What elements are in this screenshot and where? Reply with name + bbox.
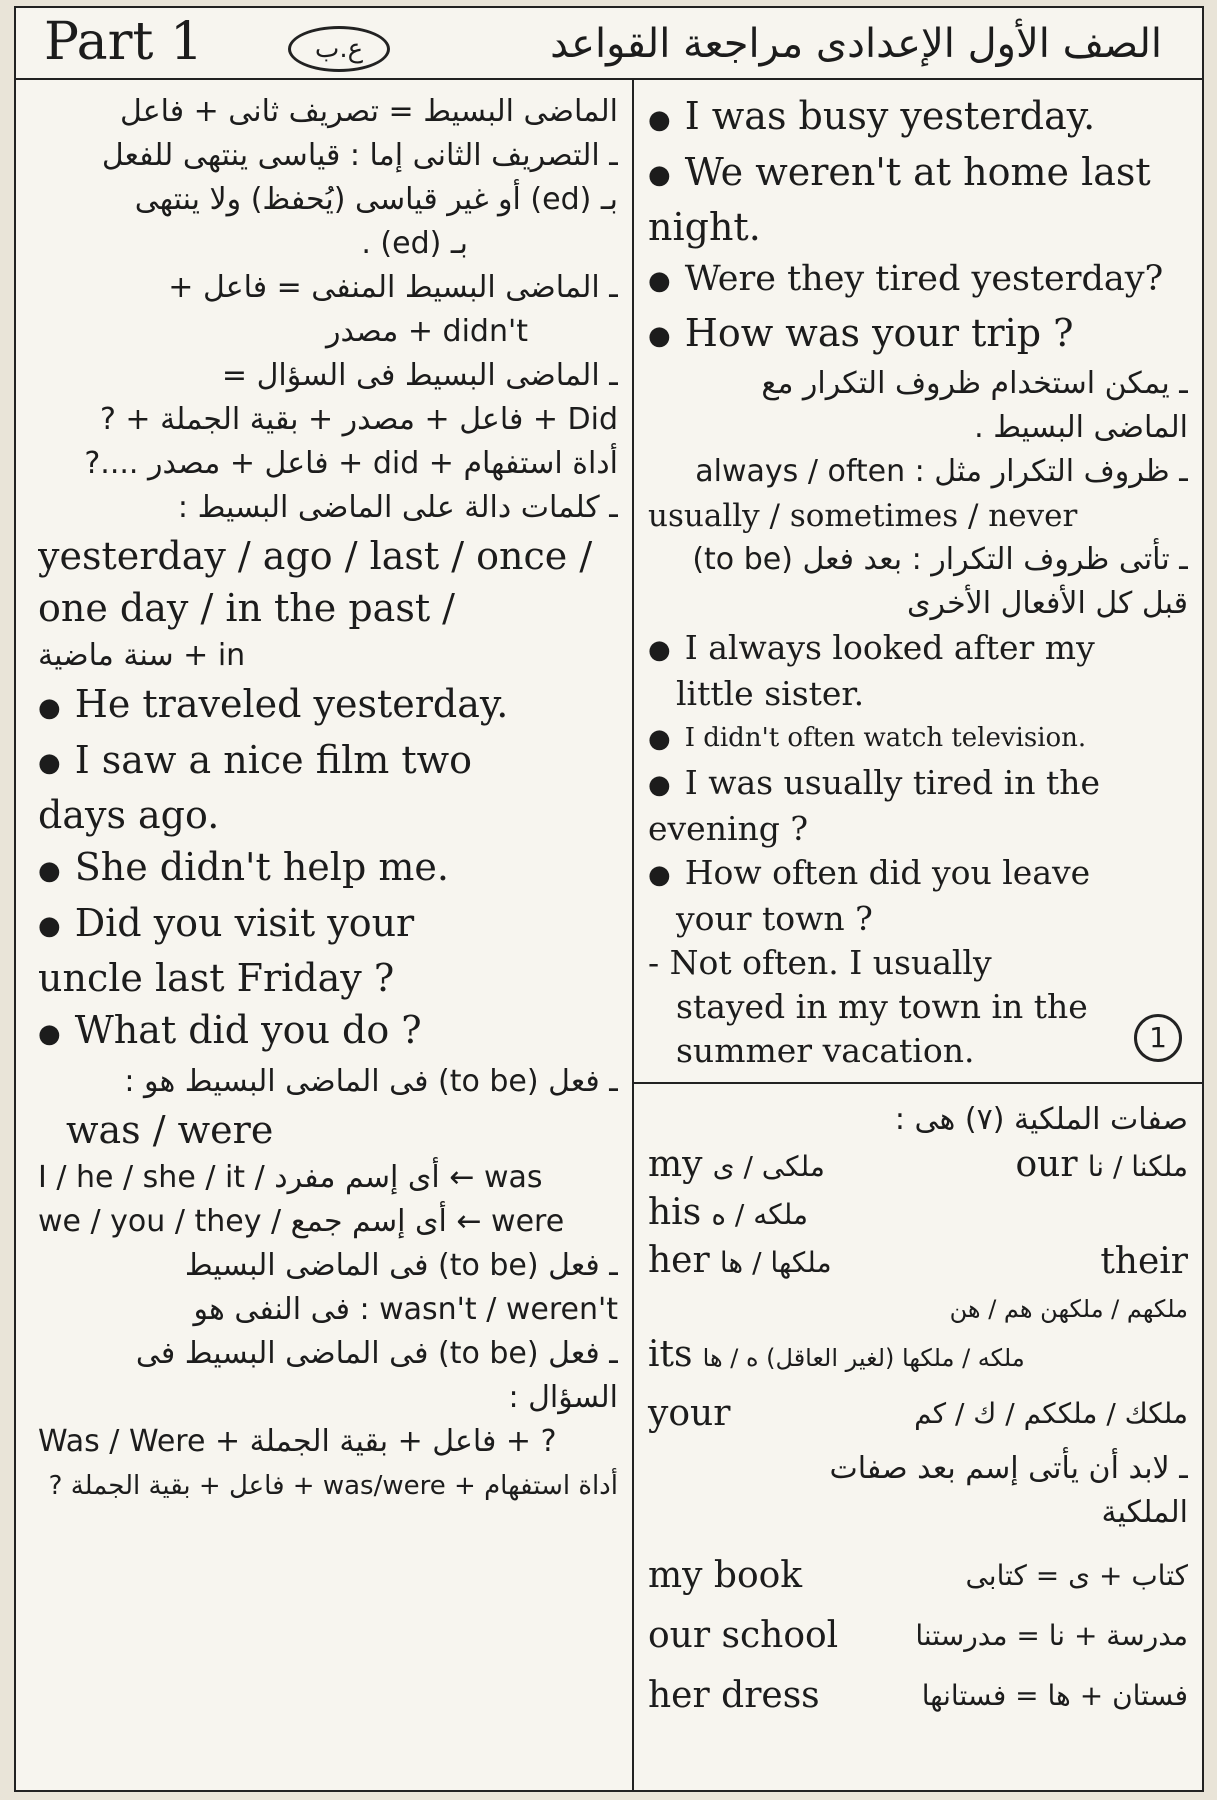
example-sentence: ● I was usually tired in the — [648, 763, 1100, 802]
possessive-pair: its ملكه / ملكها (لغير العاقل) ه / ها — [648, 1334, 1025, 1375]
example-sentence: ● I didn't often watch television. — [648, 723, 1087, 754]
keyword-line: one day / in the past / — [38, 586, 455, 630]
example-sentence-cont: evening ? — [648, 809, 809, 848]
page-title: الصف الأول الإعدادى مراجعة القواعد — [550, 21, 1162, 67]
bullet-icon: ● — [648, 724, 671, 754]
rule-line: Was / Were + فاعل + بقية الجملة + ? — [38, 1423, 557, 1459]
example-sentence-cont: little sister. — [676, 674, 865, 713]
possessive-row — [648, 1142, 1188, 1190]
answer-line: stayed in my town in the — [676, 987, 1088, 1026]
answer-line: - Not often. I usually — [648, 943, 992, 982]
possessive-pair: our ملكنا / نا — [1015, 1144, 1188, 1185]
possessive-pair: their — [1100, 1241, 1188, 1282]
example-row: my book كتاب + ى = كتابى — [648, 1555, 1188, 1596]
page-number: 1 — [1134, 1014, 1182, 1062]
rule-line: ـ يمكن استخدام ظروف التكرار مع — [761, 366, 1188, 401]
bullet-icon: ● — [648, 635, 671, 665]
rule-line: ـ ظروف التكرار مثل : always / often — [695, 454, 1188, 489]
example-sentence-cont: night. — [648, 205, 761, 249]
example-sentence-cont: days ago. — [38, 793, 220, 837]
example-sentence: ● Did you visit your — [38, 900, 415, 945]
possessive-row — [648, 1332, 1188, 1381]
rule-line: بـ (ed) . — [361, 226, 468, 261]
bullet-icon: ● — [38, 692, 61, 723]
answer-line: summer vacation. — [676, 1031, 975, 1070]
bullet-icon: ● — [38, 748, 61, 778]
rule-line: الماضى البسيط = تصريف ثانى + فاعل — [119, 94, 618, 129]
rule-line: ـ كلمات دالة على الماضى البسيط : — [177, 490, 618, 525]
example-sentence: ● How often did you leave — [648, 853, 1091, 892]
possessive-pair: her ملكها / ها — [648, 1240, 832, 1281]
section-heading: صفات الملكية (٧) هى : — [894, 1102, 1188, 1137]
rule-line: الملكية — [1101, 1495, 1188, 1530]
rule-line: ـ لابد أن يأتى إسم بعد صفات — [829, 1451, 1188, 1486]
bullet-icon: ● — [648, 160, 671, 190]
keyword-line: was / were — [66, 1107, 274, 1152]
example-sentence: ● He traveled yesterday. — [38, 682, 509, 726]
example-sentence: ● How was your trip ? — [648, 310, 1074, 355]
example-row: our school مدرسة + نا = مدرستنا — [648, 1615, 1188, 1656]
bullet-icon: ● — [648, 321, 671, 351]
bullet-icon: ● — [38, 855, 61, 886]
rule-line: أداة استفهام + did + فاعل + مصدر ....? — [84, 446, 618, 481]
possessive-row: ملكهم / ملكهن هم / هن — [949, 1295, 1188, 1323]
bullet-icon: ● — [648, 104, 671, 135]
bullet-icon: ● — [648, 860, 671, 890]
rule-line: ـ تأتى ظروف التكرار : بعد فعل (to be) — [692, 542, 1188, 577]
part-label: Part 1 — [44, 12, 204, 72]
rule-line: ـ الماضى البسيط المنفى = فاعل + — [168, 270, 618, 305]
possessive-pair: his ملكه / ه — [648, 1192, 809, 1233]
bullet-icon: ● — [648, 265, 671, 296]
keyword-line: in + سنة ماضية — [38, 638, 246, 673]
rule-line: الماضى البسيط . — [974, 410, 1188, 445]
rule-line: I / he / she / it / أى إسم مفرد ← was — [38, 1159, 543, 1195]
example-sentence: ● What did you do ? — [38, 1008, 422, 1052]
example-sentence: ● We weren't at home last — [648, 149, 1151, 194]
keyword-line: yesterday / ago / last / once / — [38, 534, 593, 578]
bullet-icon: ● — [38, 911, 61, 941]
rule-line: ـ فعل (to be) فى الماضى البسيط هو : — [124, 1063, 618, 1099]
rule-line: ـ فعل (to be) فى الماضى البسيط فى — [135, 1335, 618, 1371]
possessive-row — [648, 1190, 1188, 1238]
rule-line: أداة استفهام + was/were + فاعل + بقية الجملة ? — [48, 1470, 618, 1501]
example-sentence: ● I saw a nice film two — [38, 737, 473, 782]
rule-line: قبل كل الأفعال الأخرى — [907, 586, 1188, 621]
example-sentence-cont: uncle last Friday ? — [38, 956, 395, 1000]
rule-line: didn't + مصدر — [326, 314, 528, 349]
keyword-line: usually / sometimes / never — [648, 498, 1078, 534]
page-header — [16, 8, 1202, 80]
right-top-column — [634, 78, 1204, 1082]
example-sentence: ● Were they tired yesterday? — [648, 259, 1164, 299]
example-sentence-cont: your town ? — [676, 899, 873, 938]
rule-line: بـ (ed) أو غير قياسى (يُحفظ) ولا ينتهى — [134, 182, 618, 217]
rule-line: ـ التصريف الثانى إما : قياسى ينتهى للفعل — [101, 138, 618, 173]
rule-line: Did + فاعل + مصدر + بقية الجملة + ? — [99, 402, 618, 437]
notes-sheet — [14, 6, 1204, 1792]
possessive-row: your ملكك / ملككم / ك / كم — [648, 1393, 1188, 1434]
example-row: her dress فستان + ها = فستانها — [648, 1675, 1188, 1716]
possessive-row — [648, 1238, 1188, 1286]
example-sentence: ● She didn't help me. — [38, 845, 449, 889]
bullet-icon: ● — [38, 1018, 61, 1049]
author-badge: ع.ب — [288, 26, 390, 72]
rule-line: we / you / they / أى إسم جمع ← were — [38, 1203, 565, 1239]
left-column — [16, 78, 632, 1792]
rule-line: wasn't / weren't : فى النفى هو — [193, 1291, 618, 1327]
bullet-icon: ● — [648, 770, 671, 800]
example-sentence: ● I always looked after my — [648, 628, 1095, 667]
right-bottom-column — [634, 1084, 1204, 1792]
rule-line: ـ الماضى البسيط فى السؤال = — [221, 358, 618, 393]
example-sentence: ● I was busy yesterday. — [648, 94, 1096, 138]
possessive-pair: my ملكى / ى — [648, 1144, 825, 1185]
rule-line: ـ فعل (to be) فى الماضى البسيط — [184, 1247, 618, 1283]
rule-line: السؤال : — [508, 1379, 618, 1415]
